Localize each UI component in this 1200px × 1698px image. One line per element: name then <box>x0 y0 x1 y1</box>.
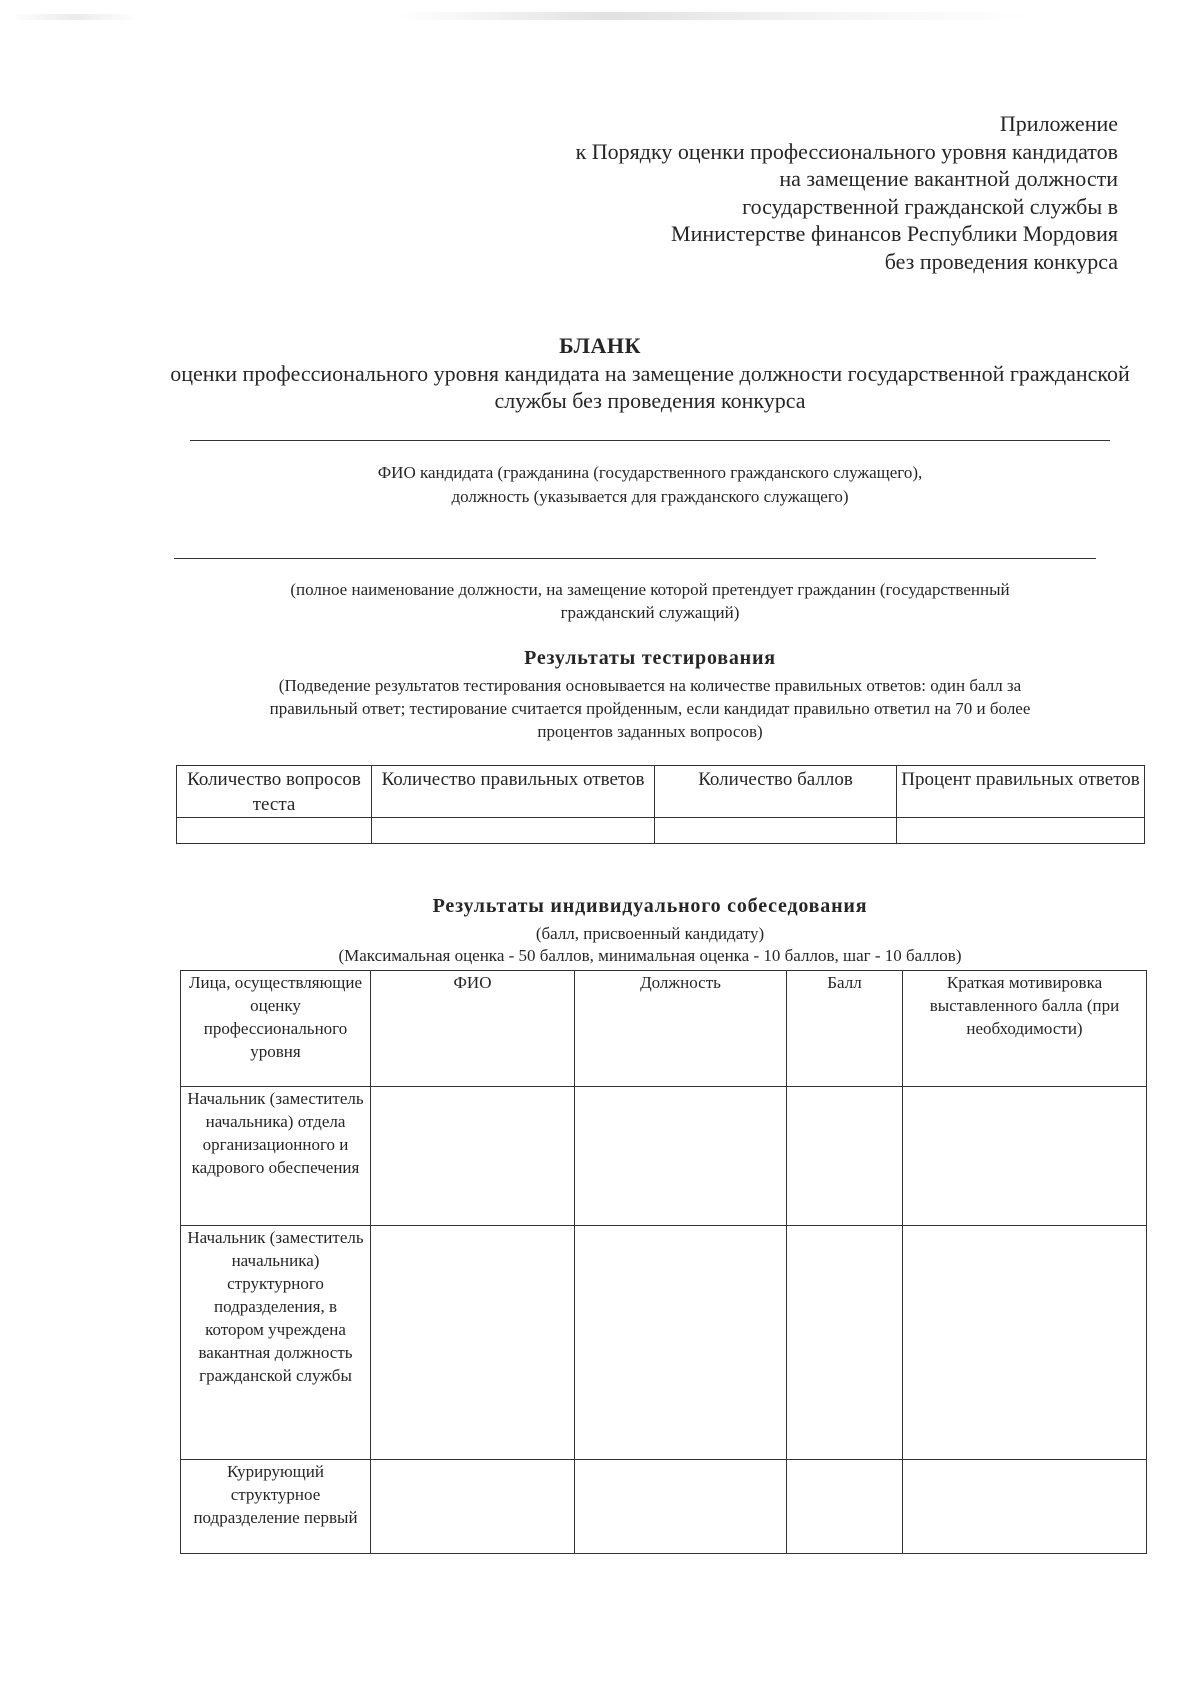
table-header-cell: Количество баллов <box>655 766 897 818</box>
table-cell[interactable] <box>903 1226 1147 1460</box>
table-cell[interactable] <box>897 818 1145 844</box>
table-row <box>181 1226 1147 1460</box>
table-cell[interactable] <box>177 818 372 844</box>
table-cell[interactable] <box>787 1087 903 1226</box>
table-header-row <box>177 766 1145 818</box>
appendix-header <box>418 110 1118 275</box>
table-cell[interactable] <box>787 1226 903 1460</box>
table-header-cell: Лица, осуществляющие оценку профессионального уровня <box>181 971 371 1087</box>
appendix-line: без проведения конкурса <box>884 248 1118 274</box>
table-cell[interactable] <box>903 1087 1147 1226</box>
scan-artifact <box>10 14 140 20</box>
table-cell[interactable] <box>575 1226 787 1460</box>
candidate-caption-line: должность (указывается для гражданского служащего) <box>451 487 849 506</box>
table-cell[interactable] <box>575 1087 787 1226</box>
table-header-cell: Процент правильных ответов <box>897 766 1145 818</box>
table-cell[interactable] <box>371 1226 575 1460</box>
evaluator-role-cell: Начальник (заместитель начальника) отдела организационного и кадрового обеспечения <box>181 1087 371 1226</box>
candidate-name-line <box>190 440 1110 441</box>
table-header-cell: Должность <box>575 971 787 1087</box>
table-cell[interactable] <box>575 1460 787 1554</box>
testing-note-line: правильный ответ; тестирование считается пройденным, если кандидат правильно ответил на 70 и более <box>269 699 1031 718</box>
table-cell[interactable] <box>655 818 897 844</box>
testing-note-line: (Подведение результатов тестирования основывается на количестве правильных ответов: один балл за <box>278 676 1022 695</box>
appendix-line: Приложение <box>999 111 1118 136</box>
form-subtitle: оценки профессионального уровня кандидата на замещение должности государственной гражданской службы без проведения конкурса <box>170 361 1130 413</box>
appendix-line: Министерстве финансов Республики Мордовия <box>671 221 1118 246</box>
evaluator-role-cell: Курирующий структурное подразделение первый <box>181 1460 371 1554</box>
table-row <box>177 818 1145 844</box>
table-cell[interactable] <box>787 1460 903 1554</box>
interview-results-table <box>180 970 1147 1554</box>
table-header-cell: Количество правильных ответов <box>372 766 655 818</box>
testing-section-title: Результаты тестирования <box>524 647 776 669</box>
table-header-cell: Количество вопросов теста <box>177 766 372 818</box>
candidate-caption-line: ФИО кандидата (гражданина (государственного гражданского служащего), <box>377 463 923 482</box>
interview-note-line: (Максимальная оценка - 50 баллов, минимальная оценка - 10 баллов, шаг - 10 баллов) <box>338 946 962 965</box>
table-cell[interactable] <box>371 1087 575 1226</box>
table-cell[interactable] <box>371 1460 575 1554</box>
table-row <box>181 1087 1147 1226</box>
position-name-line <box>174 558 1096 559</box>
table-row <box>181 1460 1147 1554</box>
interview-note-line: (балл, присвоенный кандидату) <box>535 924 765 943</box>
position-caption-line: (полное наименование должности, на замещение которой претендует гражданин (государственный <box>290 580 1010 599</box>
table-header-cell: Балл <box>787 971 903 1087</box>
table-header-cell: ФИО <box>371 971 575 1087</box>
appendix-line: к Порядку оценки профессионального уровня кандидатов <box>575 138 1118 164</box>
table-header-row <box>181 971 1147 1087</box>
form-title: БЛАНК <box>559 333 641 358</box>
table-cell[interactable] <box>372 818 655 844</box>
appendix-line: государственной гражданской службы в <box>742 193 1118 219</box>
position-caption-line: гражданский служащий) <box>560 603 740 622</box>
scan-artifact <box>400 12 1030 20</box>
testing-results-table <box>176 765 1145 844</box>
interview-section-title: Результаты индивидуального собеседования <box>432 895 868 917</box>
appendix-line: на замещение вакантной должности <box>779 166 1118 191</box>
table-cell[interactable] <box>903 1460 1147 1554</box>
table-header-cell: Краткая мотивировка выставленного балла (при необходимости) <box>903 971 1147 1087</box>
evaluator-role-cell: Начальник (заместитель начальника) структурного подразделения, в котором учреждена вакантная должность гражданской службы <box>181 1226 371 1460</box>
testing-note-line: процентов заданных вопросов) <box>537 722 763 741</box>
